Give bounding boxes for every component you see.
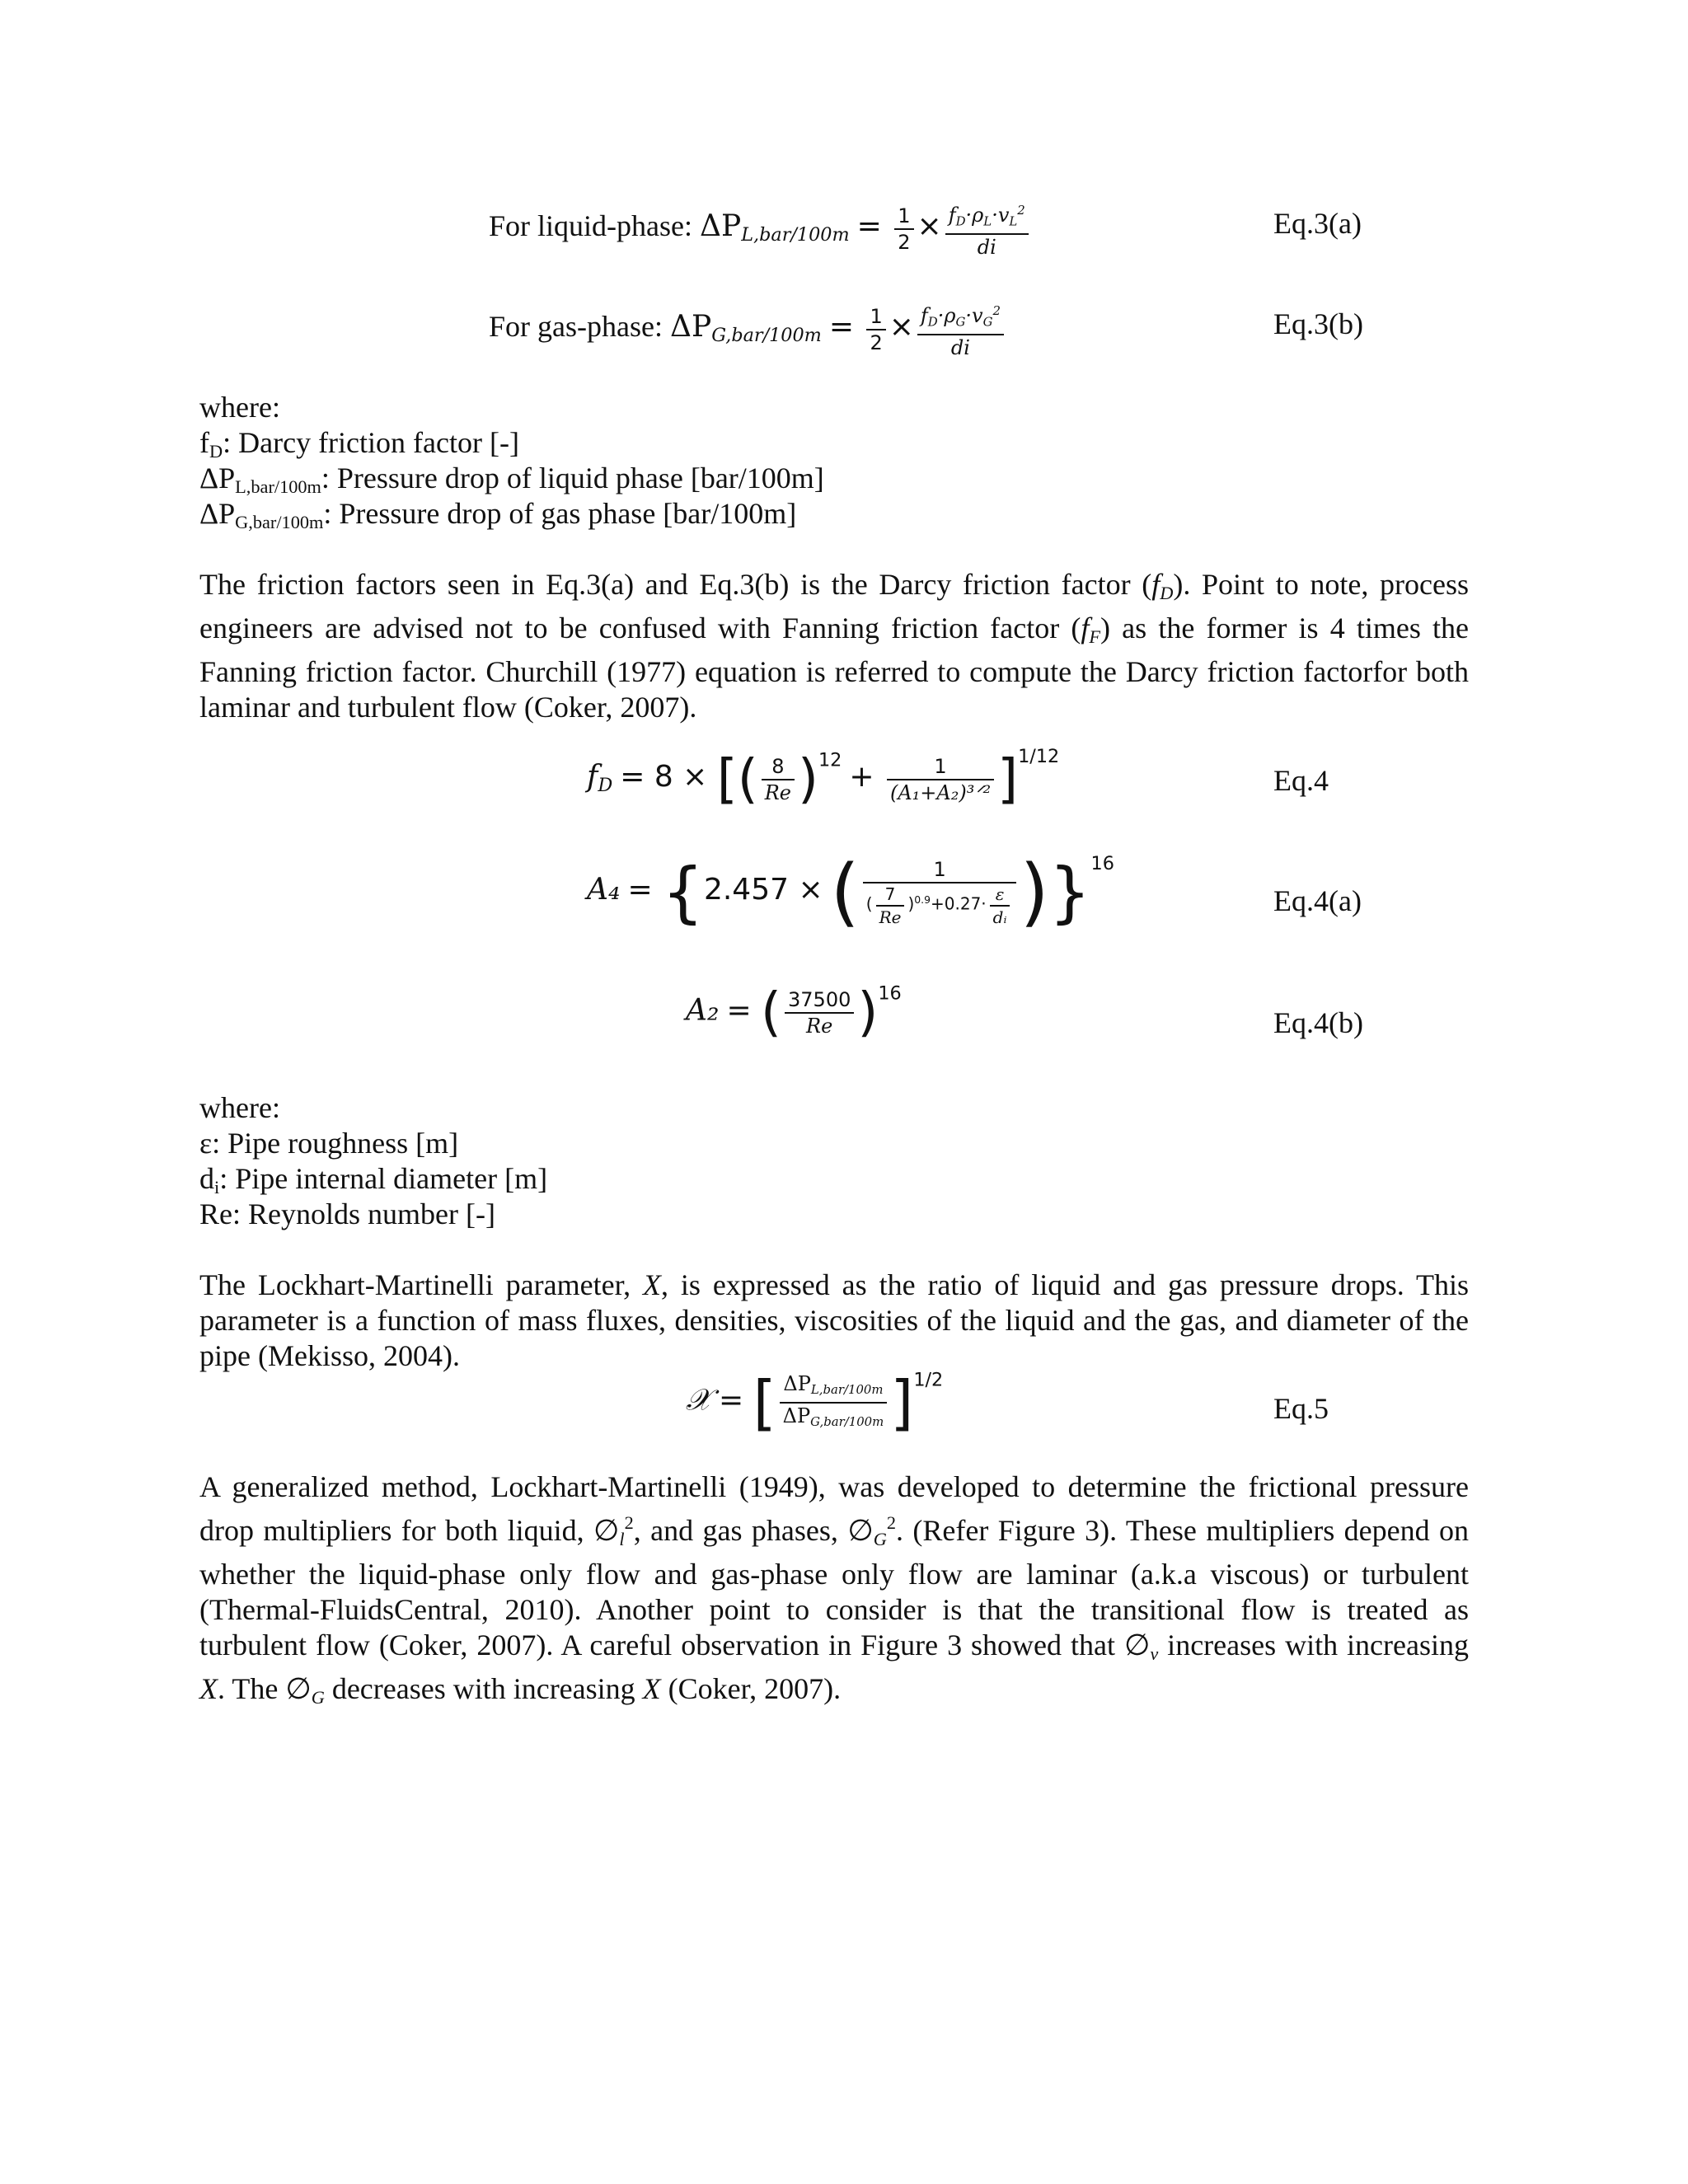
eq3b-lead: For gas-phase: xyxy=(489,309,670,343)
eq5-lhs: 𝒳 xyxy=(686,1383,711,1418)
eq3b-lhs-sub: G,bar/100m xyxy=(711,325,822,347)
eq3a-lhs: ΔP xyxy=(699,209,742,243)
eq4a-fraction: 1 ( $\frac{7}{Re}$ )$^{0.9}$+0.27· $\frac{\varepsilon}{\text{dᵢ}}$ xyxy=(863,857,1017,928)
equation-4b: A₂ = ( $\frac{37500}{Re}$ )$^{16}$ xyxy=(686,982,902,1043)
eq3a-half: $\frac{1}{2}$ xyxy=(894,204,913,255)
where2-line-1: ε: Pipe roughness [m] xyxy=(199,1127,459,1160)
eq4a-lhs: A₄ xyxy=(587,872,621,907)
equation-3b: For gas-phase: $\Delta P_{G,bar/100m}$ = $\frac{1}{2}$ × $\frac{f_D\cdot\rho_G\cdot v_G^2}{di}$ xyxy=(489,298,1007,360)
eq3a-lhs-sub: L,bar/100m xyxy=(741,224,850,246)
equation-4a: A₄ = {2.457 × ( 1 ( $\frac{7}{Re}$ )$^{0.9}$+0.27· $\frac{\varepsilon}{\text{dᵢ}}$ )}$^{16}$ xyxy=(587,849,1114,935)
eq4-fraction: $\frac{1}{\text{(A₁+A₂)³ᐟ²}}$ xyxy=(887,754,994,805)
where-heading-2: where: xyxy=(199,1091,280,1124)
where1-line-2: $\Delta P_{L,bar/100m}$: Pressure drop of liquid phase [bar/100m] xyxy=(199,462,824,498)
eq4b-lhs: A₂ xyxy=(686,993,720,1028)
equation-5: 𝒳 = [ $\frac{\Delta P_{L,bar/100m}}{\Delta P_{G,bar/100m}}$ ]$^{1/2}$ xyxy=(686,1368,944,1437)
eq3b-half: $\frac{1}{2}$ xyxy=(866,304,885,355)
eq3b-label: Eq.3(b) xyxy=(1273,307,1363,340)
eq4b-fraction: $\frac{37500}{Re}$ xyxy=(785,987,854,1038)
eq4b-exp: 16 xyxy=(878,982,902,1005)
eq3b-lhs: ΔP xyxy=(669,309,712,344)
equation-4: $f_D = 8$ × [( $\frac{8}{Re}$ )$^{12}$ + $\frac{1}{\text{(A₁+A₂)³ᐟ²}}$ ]$^{1/12}$ xyxy=(587,746,1060,810)
where1-line-3: $\Delta P_{G,bar/100m}$: Pressure drop of gas phase [bar/100m] xyxy=(199,497,797,533)
where2-line-3: Re: Reynolds number [-] xyxy=(199,1197,495,1230)
eq4-8-over-re: $\frac{8}{Re}$ xyxy=(762,754,795,805)
eq4a-label: Eq.4(a) xyxy=(1273,884,1362,917)
eq4a-exp-outer: 16 xyxy=(1090,853,1114,875)
eq3a-label: Eq.3(a) xyxy=(1273,207,1362,240)
paragraph-3: A generalized method, Lockhart-Martinelli (1949), was developed to determine the frictional pressure drop multipliers for both liquid, $\emptyset_l^2$, and gas phases, $\emptyset_G^2$. (Refer Figure 3). These multipliers depend on whether the liquid-phase only flow and gas-phase only flow are laminar (a.k.a viscous) or turbulent (Thermal-FluidsCentral, 2010). Another point to consider is that the transitional flow is treated as turbulent flow (Coker, 2007). A careful observation in Figure 3 showed that $\emptyset_v$ increases with increasing X. The $\emptyset_G$ decreases with increasing X (Coker, 2007). xyxy=(199,1470,1469,1708)
eq5-label: Eq.5 xyxy=(1273,1392,1329,1425)
eq5-fraction: $\frac{\Delta P_{L,bar/100m}}{\Delta P_{G,bar/100m}}$ xyxy=(780,1371,888,1434)
where-heading-1: where: xyxy=(199,391,280,424)
eq4-exp-outer: 1/12 xyxy=(1018,746,1060,767)
eq3b-fraction: $\frac{f_D\cdot\rho_G\cdot v_G^2}{di}$ xyxy=(917,298,1004,360)
where2-line-2: $d_i$: Pipe internal diameter [m] xyxy=(199,1162,548,1198)
eq5-exp: 1/2 xyxy=(913,1369,944,1391)
eq3a-fraction: $\frac{f_D\cdot\rho_L\cdot v_L^2}{di}$ xyxy=(945,198,1029,260)
equation-3a: For liquid-phase: $\Delta P_{L,bar/100m}$ = $\frac{1}{2}$ × $\frac{f_D\cdot\rho_L\cdot v_L^2}{di}$ xyxy=(489,198,1032,260)
eq3a-lead: For liquid-phase: xyxy=(489,209,700,242)
where1-line-1: $f_D$: Darcy friction factor [-] xyxy=(199,426,519,462)
eq4b-label: Eq.4(b) xyxy=(1273,1006,1363,1039)
paragraph-1: The friction factors seen in Eq.3(a) and Eq.3(b) is the Darcy friction factor $(f_D)$. Point to note, process engineers are advised not to be confused with Fanning friction factor $(f_F)$ as the former is 4 times the Fanning friction factor. Churchill (1977) equation is referred to compute the Darcy friction factorfor both laminar and turbulent flow (Coker, 2007). xyxy=(199,568,1469,724)
paragraph-2: The Lockhart-Martinelli parameter, X, is expressed as the ratio of liquid and gas pressure drops. This parameter is a function of mass fluxes, densities, viscosities of the liquid and the gas, and diameter of the pipe (Mekisso, 2004). xyxy=(199,1268,1469,1372)
eq4-exp-inner: 12 xyxy=(818,749,842,771)
eq4-label: Eq.4 xyxy=(1273,764,1329,797)
eq4a-coef: 2.457 × xyxy=(703,872,823,907)
